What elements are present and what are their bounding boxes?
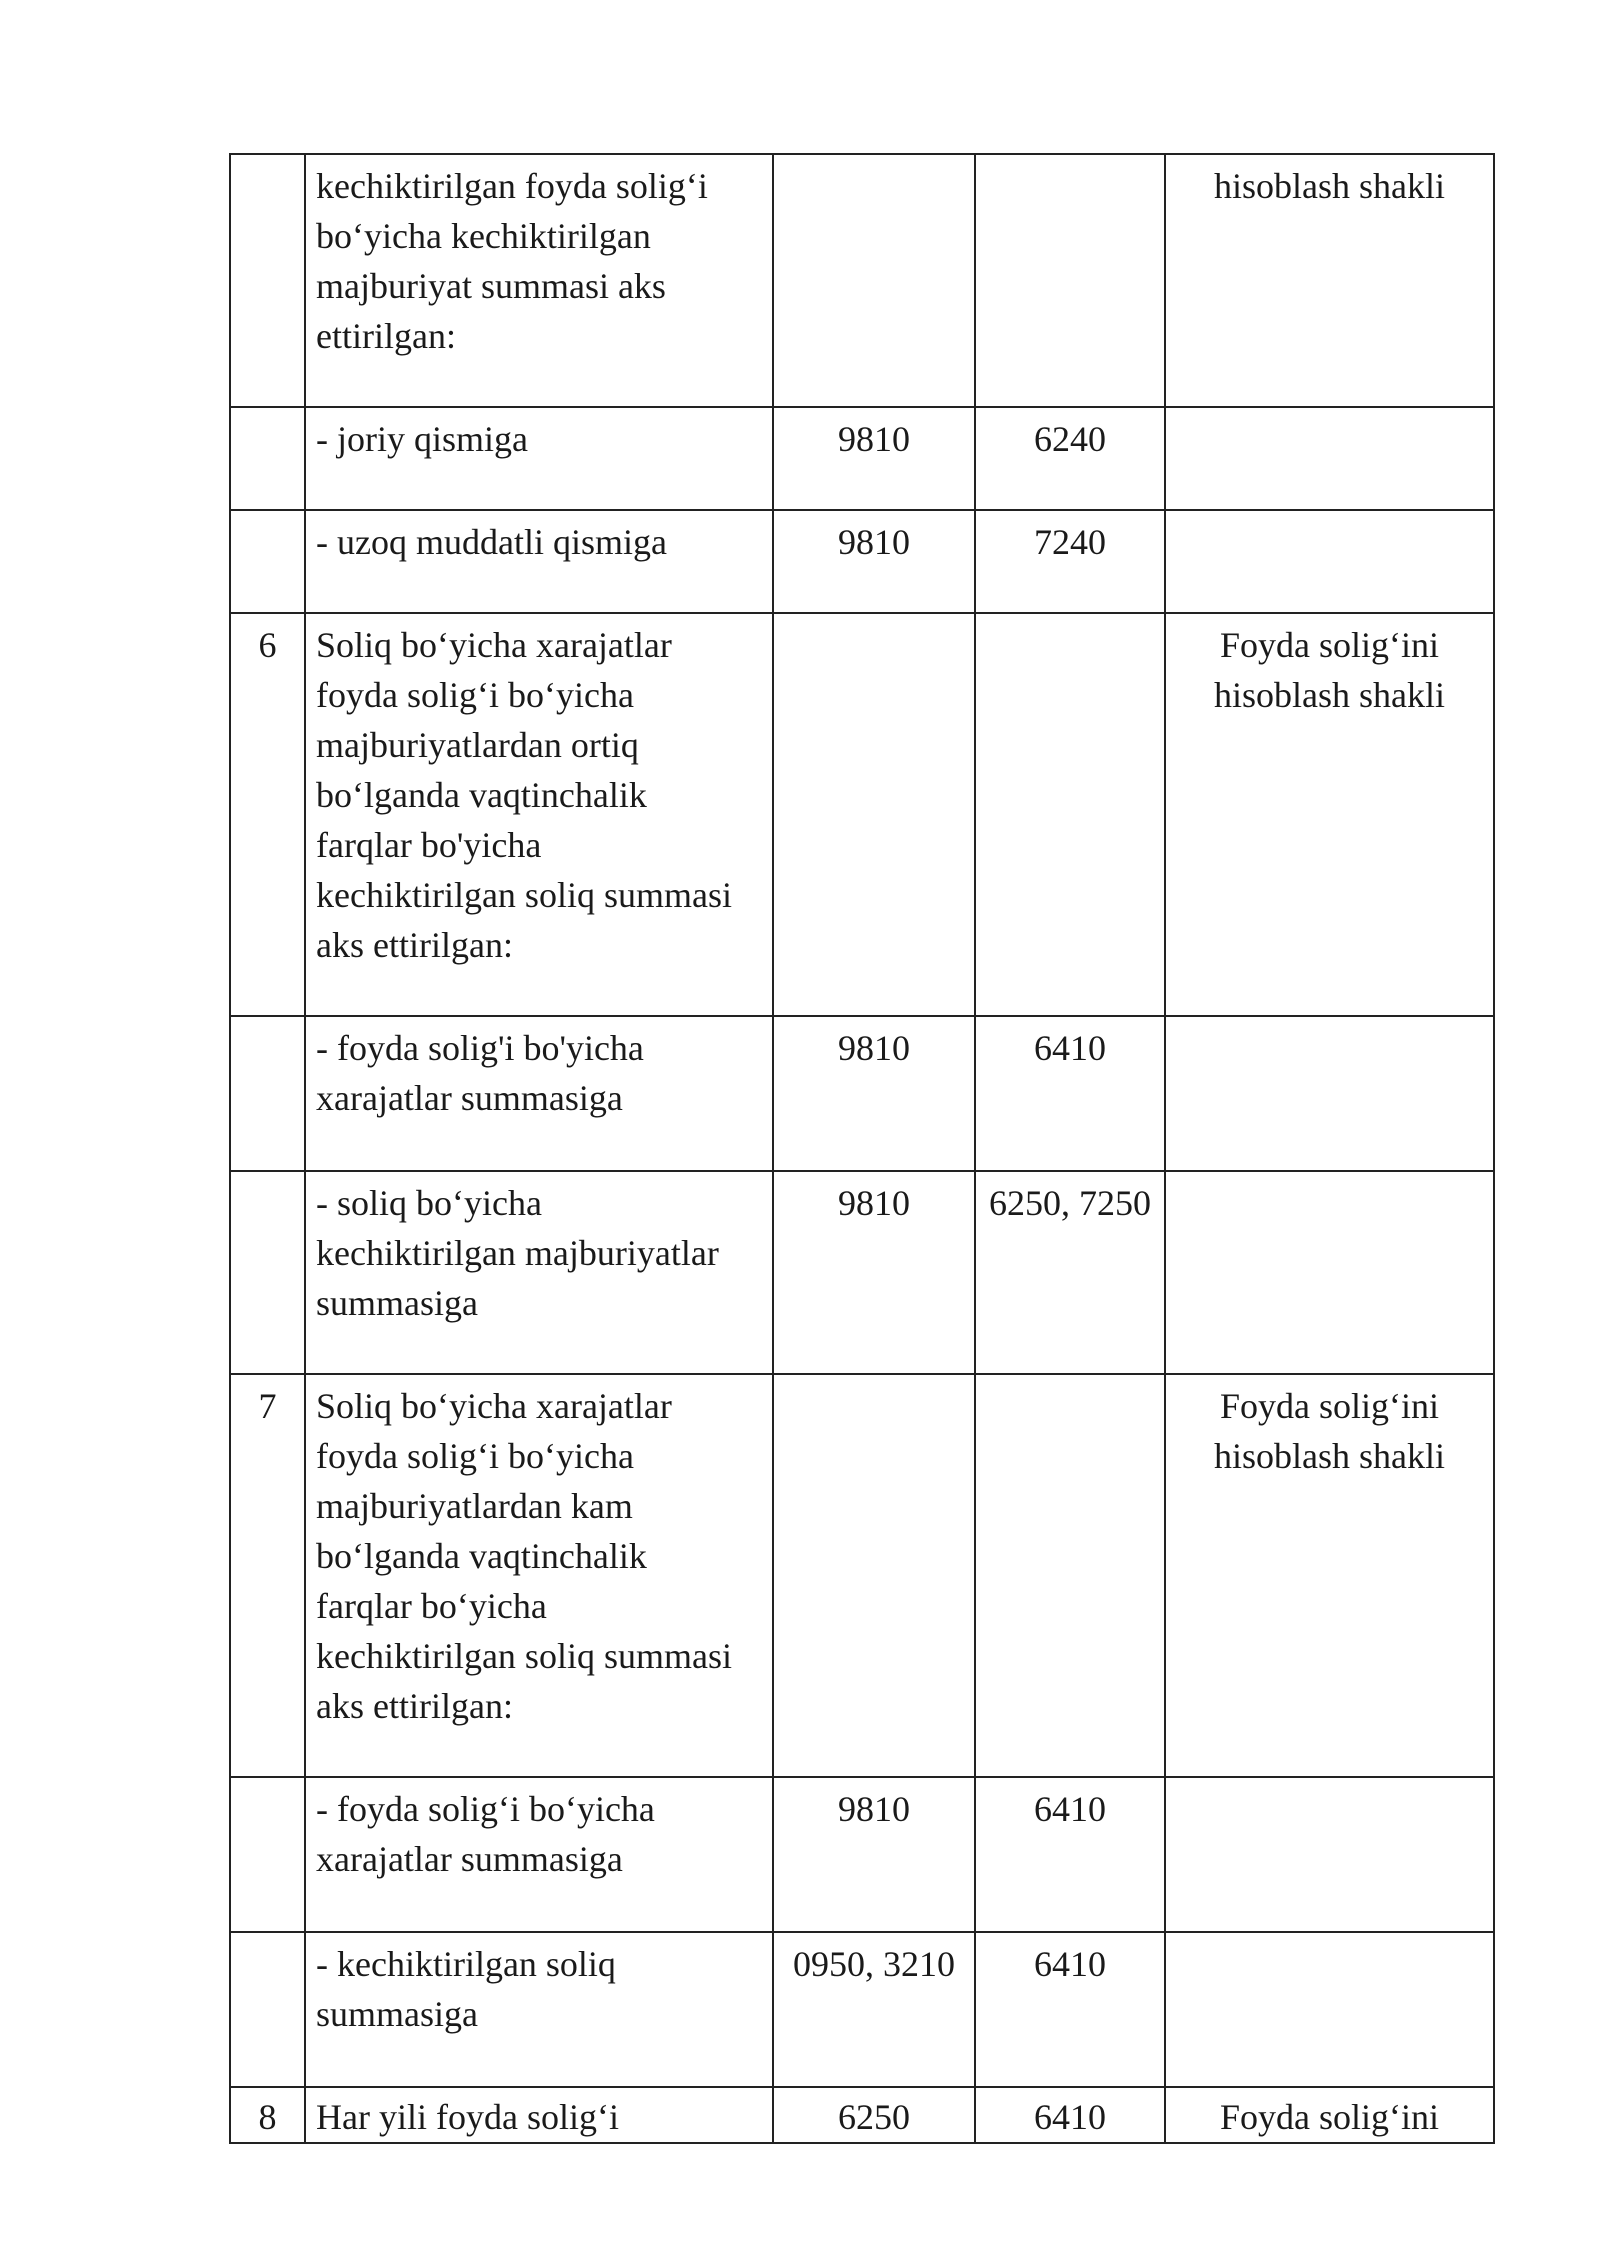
credit-account-cell [975,154,1165,407]
table-row [230,2087,1494,2143]
credit-account-cell: 6410 [975,1016,1165,1171]
description-line: Soliq bo‘yicha xarajatlar [316,625,672,665]
document-reference-cell [1165,1932,1494,2087]
description-cell [305,1777,773,1932]
document-reference-cell [1165,1374,1494,1777]
credit-account-cell: 6240 [975,407,1165,510]
document-reference-cell [1165,1777,1494,1932]
accounting-entries-table [229,153,1495,2144]
debit-account-cell [773,154,975,407]
table-row [230,1374,1494,1777]
description-line: summasiga [316,1994,478,2034]
description-cell [305,1171,773,1374]
debit-account-cell: 9810 [773,407,975,510]
description-line: farqlar bo'yicha [316,825,542,865]
description-line: bo‘lganda vaqtinchalik [316,775,647,815]
description-line: kechiktirilgan foyda solig‘i [316,166,708,206]
row-number-cell [230,1777,305,1932]
description-line: kechiktirilgan majburiyatlar [316,1233,719,1273]
table-row [230,154,1494,407]
row-number-cell: 6 [230,613,305,1016]
description-line: majburiyat summasi aks [316,266,666,306]
document-reference-line: Foyda solig‘ini [1219,625,1439,665]
description-cell [305,2087,773,2143]
credit-account-cell [975,613,1165,1016]
description-cell [305,1374,773,1777]
document-reference-cell [1165,407,1494,510]
table-row [230,1171,1494,1374]
document-reference-line: hisoblash shakli [1214,166,1445,206]
table-row [230,407,1494,510]
document-reference-cell [1165,2087,1494,2143]
description-cell [305,154,773,407]
description-line: foyda solig‘i bo‘yicha [316,1436,634,1476]
debit-account-cell: 6250 [773,2087,975,2143]
row-number-cell [230,407,305,510]
document-reference-cell [1165,510,1494,613]
description-line: bo‘yicha kechiktirilgan [316,216,651,256]
description-line: - foyda solig'i bo'yicha [316,1028,644,1068]
credit-account-cell: 6410 [975,1932,1165,2087]
document-reference-line: Foyda solig‘ini [1219,1386,1439,1426]
row-number-cell: 7 [230,1374,305,1777]
description-line: kechiktirilgan soliq summasi [316,875,732,915]
credit-account-cell: 6410 [975,1777,1165,1932]
description-cell [305,613,773,1016]
row-number-cell [230,1932,305,2087]
document-reference-cell [1165,1171,1494,1374]
debit-account-cell: 0950, 3210 [773,1932,975,2087]
table-row [230,1777,1494,1932]
debit-account-cell [773,613,975,1016]
document-reference-line: hisoblash shakli [1214,675,1445,715]
description-line: - joriy qismiga [316,419,528,459]
description-line: xarajatlar summasiga [316,1839,623,1879]
description-cell [305,510,773,613]
description-line: farqlar bo‘yicha [316,1586,547,1626]
description-line: - soliq bo‘yicha [316,1183,542,1223]
document-reference-cell [1165,1016,1494,1171]
description-cell [305,1016,773,1171]
debit-account-cell [773,1374,975,1777]
row-number-cell: 8 [230,2087,305,2143]
credit-account-cell: 6410 [975,2087,1165,2143]
description-line: - kechiktirilgan soliq [316,1944,616,1984]
debit-account-cell: 9810 [773,510,975,613]
description-line: bo‘lganda vaqtinchalik [316,1536,647,1576]
table-row [230,613,1494,1016]
table-row [230,510,1494,613]
credit-account-cell [975,1374,1165,1777]
credit-account-cell: 7240 [975,510,1165,613]
description-cell [305,1932,773,2087]
table-row [230,1932,1494,2087]
debit-account-cell: 9810 [773,1171,975,1374]
description-line: kechiktirilgan soliq summasi [316,1636,732,1676]
table-body [230,154,1494,2143]
description-line: foyda solig‘i bo‘yicha [316,675,634,715]
description-line: ettirilgan: [316,316,456,356]
document-reference-line: hisoblash shakli [1214,1436,1445,1476]
description-line: aks ettirilgan: [316,925,513,965]
description-line: majburiyatlardan kam [316,1486,633,1526]
description-line: - foyda solig‘i bo‘yicha [316,1789,655,1829]
description-line: Soliq bo‘yicha xarajatlar [316,1386,672,1426]
description-line: summasiga [316,1283,478,1323]
description-line: - uzoq muddatli qismiga [316,522,667,562]
description-line: majburiyatlardan ortiq [316,725,639,765]
row-number-cell [230,1016,305,1171]
document-reference-cell [1165,154,1494,407]
debit-account-cell: 9810 [773,1016,975,1171]
document-reference-line: Foyda solig‘ini [1219,2097,1439,2137]
debit-account-cell: 9810 [773,1777,975,1932]
credit-account-cell: 6250, 7250 [975,1171,1165,1374]
table-row [230,1016,1494,1171]
description-cell [305,407,773,510]
description-line: Har yili foyda solig‘i [316,2097,619,2137]
row-number-cell [230,1171,305,1374]
document-reference-cell [1165,613,1494,1016]
row-number-cell [230,510,305,613]
description-line: aks ettirilgan: [316,1686,513,1726]
row-number-cell [230,154,305,407]
description-line: xarajatlar summasiga [316,1078,623,1118]
